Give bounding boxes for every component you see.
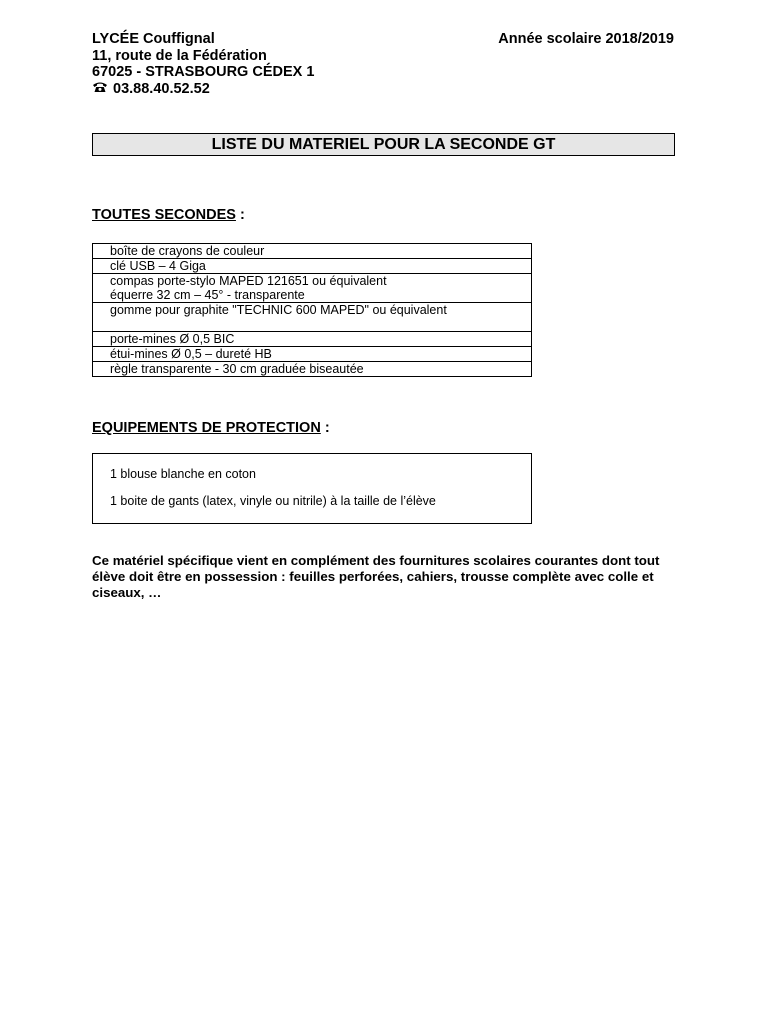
table-row <box>93 332 532 347</box>
table-row <box>93 347 532 362</box>
footer-note: Ce matériel spécifique vient en complément des fournitures scolaires courantes dont tout élève doit être en possession : feuilles perforées, cahiers, trousse complète avec colle et ciseaux, … <box>92 553 660 600</box>
section-heading-protection <box>92 420 330 436</box>
table-row <box>93 274 532 303</box>
list-item: règle transparente - 30 cm graduée biseautée <box>93 362 532 377</box>
school-year: Année scolaire 2018/2019 <box>498 31 674 47</box>
protection-item: 1 blouse blanche en coton <box>110 467 256 481</box>
list-item <box>93 274 532 303</box>
list-item: porte-mines Ø 0,5 BIC <box>93 332 532 347</box>
list-item-line: équerre 32 cm – 45° - transparente <box>110 288 305 302</box>
school-header <box>92 31 314 97</box>
list-item: gomme pour graphite "TECHNIC 600 MAPED" ou équivalent <box>93 303 532 332</box>
school-name: LYCÉE Couffignal <box>92 31 215 47</box>
section-heading-toutes-secondes <box>92 207 245 223</box>
list-item: étui-mines Ø 0,5 – dureté HB <box>93 347 532 362</box>
telephone-icon <box>92 81 109 93</box>
list-item: clé USB – 4 Giga <box>93 259 532 274</box>
section-heading-suffix: : <box>320 420 330 436</box>
table-row <box>93 259 532 274</box>
school-phone-line <box>92 81 314 98</box>
table-row <box>93 303 532 332</box>
section-heading-text: EQUIPEMENTS DE PROTECTION <box>92 420 321 436</box>
protection-item: 1 boite de gants (latex, vinyle ou nitrile) à la taille de l’élève <box>110 494 436 508</box>
table-row <box>93 244 532 259</box>
protection-box <box>92 453 532 524</box>
document-title: LISTE DU MATERIEL POUR LA SECONDE GT <box>92 133 675 156</box>
school-phone: 03.88.40.52.52 <box>113 80 210 97</box>
table-row <box>93 362 532 377</box>
section-heading-text: TOUTES SECONDES <box>92 207 236 223</box>
list-item: boîte de crayons de couleur <box>93 244 532 259</box>
list-item-line: compas porte-stylo MAPED 121651 ou équivalent <box>110 274 387 288</box>
section-heading-suffix: : <box>235 207 245 223</box>
materials-table <box>92 243 532 377</box>
school-address-line1: 11, route de la Fédération <box>92 47 267 64</box>
school-address-line2: 67025 - STRASBOURG CÉDEX 1 <box>92 64 315 80</box>
